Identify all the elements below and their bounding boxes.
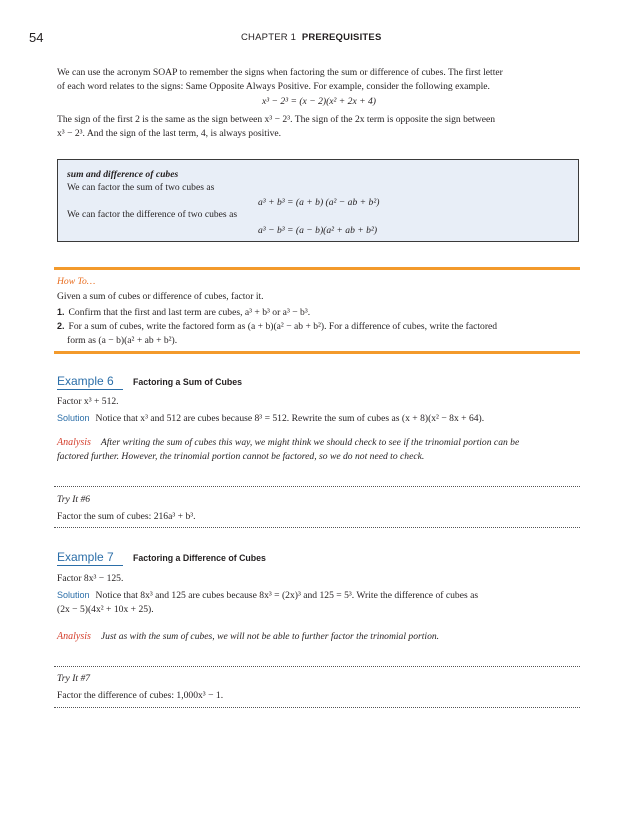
tryit-6-top-rule (54, 486, 580, 487)
tryit-7-bottom-rule (54, 707, 580, 708)
howto-step-2 (57, 320, 579, 333)
step-number: 2. (57, 321, 65, 331)
step-number: 1. (57, 307, 65, 317)
chapter-title: PREREQUISITES (301, 32, 382, 43)
sum-of-cubes-text: We can factor the sum of two cubes as (67, 182, 215, 193)
howto-intro: Given a sum of cubes or difference of cubes, factor it. (57, 291, 264, 302)
sum-of-cubes-formula: a³ + b³ = (a + b) (a² − ab + b²) (258, 197, 380, 208)
example-6-analysis-continued: factored further. However, the trinomial portion cannot be factored, so we do not need to check. (57, 451, 425, 462)
formula-box-title: sum and difference of cubes (67, 169, 179, 180)
solution-text: Notice that 8x³ and 125 are cubes because 8x³ = (2x)³ and 125 = 5³. Write the difference of cubes as (95, 590, 479, 601)
analysis-label: Analysis (57, 631, 91, 642)
example-7-label: Example 7 (57, 550, 114, 564)
tryit-6-problem: Factor the sum of cubes: 216a³ + b³. (57, 511, 196, 522)
howto-step-2-continued: form as (a − b)(a² + ab + b²). (67, 335, 178, 346)
example-7-analysis (57, 631, 579, 642)
intro-line-2: of each word relates to the signs: Same Opposite Always Positive. For example, consider the following example. (57, 81, 490, 92)
difference-of-cubes-formula: a³ − b³ = (a − b)(a² + ab + b²) (258, 225, 378, 236)
example-6-solution (57, 413, 579, 424)
intro-line-1: We can use the acronym SOAP to remember the signs when factoring the sum or difference of cubes. The first letter (57, 67, 503, 78)
tryit-6-bottom-rule (54, 527, 580, 528)
sign-line-2: x³ − 2³. And the sign of the last term, 4, is always positive. (57, 128, 282, 139)
example-7-solution-continued: (2x − 5)(4x² + 10x + 25). (57, 604, 154, 615)
solution-label: Solution (57, 590, 90, 600)
soap-example-equation: x³ − 2³ = (x − 2)(x² + 2x + 4) (262, 96, 376, 107)
step-text: Confirm that the first and last term are cubes, a³ + b³ or a³ − b³. (68, 307, 311, 318)
analysis-text: Just as with the sum of cubes, we will not be able to further factor the trinomial portion. (100, 631, 440, 642)
example-7-problem: Factor 8x³ − 125. (57, 573, 124, 584)
analysis-text: After writing the sum of cubes this way, we might think we should check to see if the trinomial portion can be (100, 437, 520, 448)
tryit-7-top-rule (54, 666, 580, 667)
howto-step-1 (57, 306, 579, 319)
example-6-title: Factoring a Sum of Cubes (133, 377, 242, 387)
running-head (241, 32, 381, 43)
example-6-underline (57, 389, 123, 390)
howto-bottom-rule (54, 351, 580, 354)
page-number: 54 (29, 30, 44, 45)
chapter-label: CHAPTER 1 (241, 32, 297, 43)
example-7-solution (57, 590, 579, 601)
example-7-title: Factoring a Difference of Cubes (133, 553, 266, 563)
tryit-6-title: Try It #6 (57, 494, 91, 505)
sign-line-1: The sign of the first 2 is the same as the sign between x³ − 2³. The sign of the 2x term is opposite the sign between (57, 114, 496, 125)
example-6-analysis (57, 437, 579, 448)
howto-top-rule (54, 267, 580, 270)
example-6-problem: Factor x³ + 512. (57, 396, 119, 407)
formula-box (57, 159, 579, 242)
solution-text: Notice that x³ and 512 are cubes because 8³ = 512. Rewrite the sum of cubes as (x + 8)(x² − 8x + 64). (95, 413, 485, 424)
example-6-label: Example 6 (57, 374, 114, 388)
page-header (0, 30, 638, 46)
solution-label: Solution (57, 413, 90, 423)
step-text: For a sum of cubes, write the factored form as (a + b)(a² − ab + b²). For a difference of cubes, write the factored (68, 321, 498, 332)
howto-title: How To… (57, 276, 96, 287)
difference-of-cubes-text: We can factor the difference of two cubes as (67, 209, 238, 220)
tryit-7-problem: Factor the difference of cubes: 1,000x³ − 1. (57, 690, 224, 701)
tryit-7-title: Try It #7 (57, 673, 91, 684)
analysis-label: Analysis (57, 437, 91, 448)
example-7-underline (57, 565, 123, 566)
